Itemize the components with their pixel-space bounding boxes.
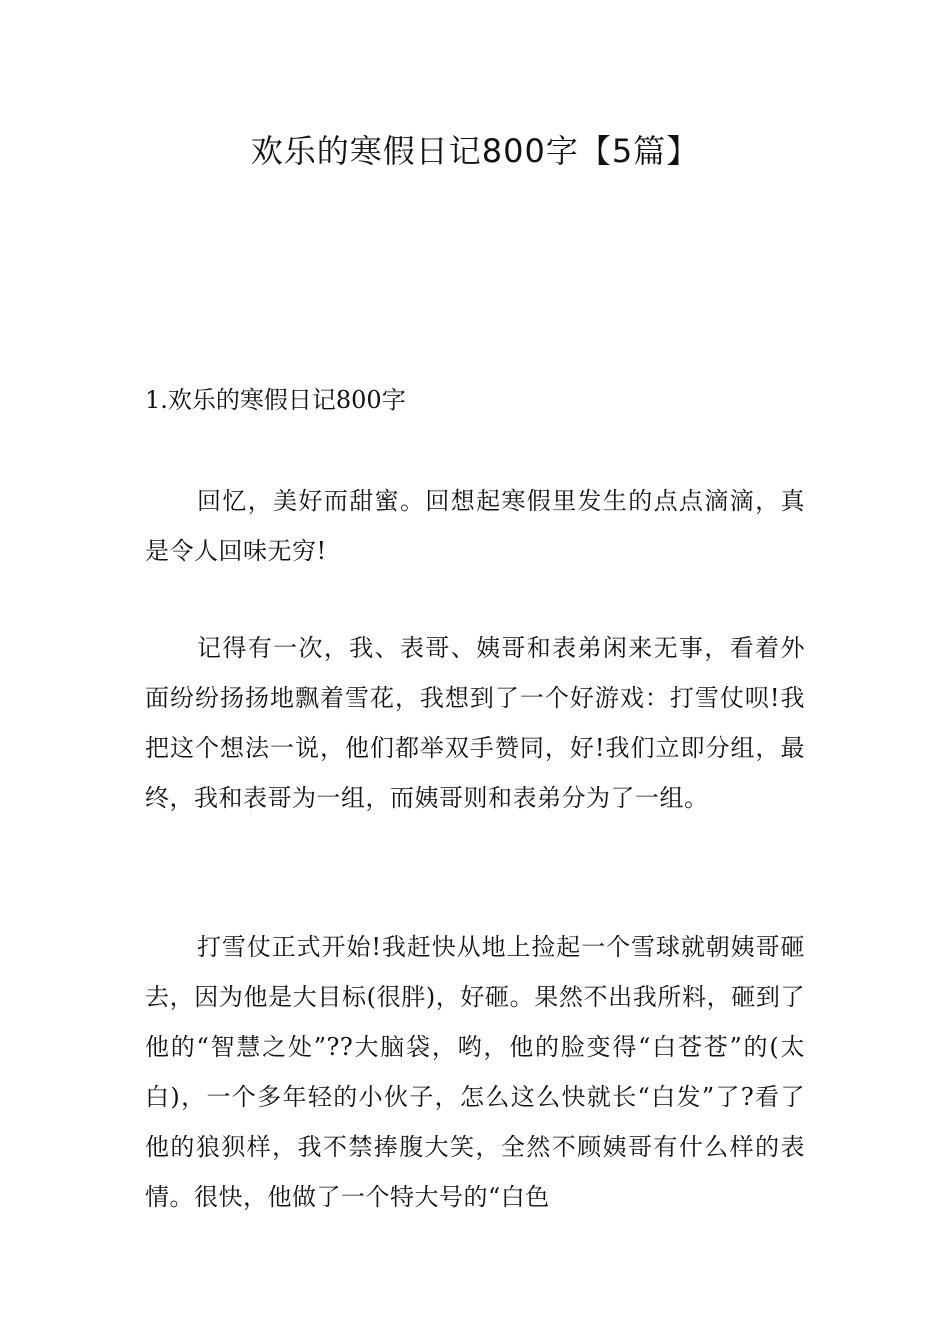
paragraph-1: 回忆，美好而甜蜜。回想起寒假里发生的点点滴滴，真是令人回味无穷! [145,487,805,565]
section-heading: 1.欢乐的寒假日记800字 [145,386,406,414]
paragraph-2: 记得有一次，我、表哥、姨哥和表弟闲来无事，看着外面纷纷扬扬地飘着雪花，我想到了一个好游戏：打雪仗呗!我把这个想法一说，他们都举双手赞同，好!我们立即分组，最终，我和表哥为一组，而姨哥则和表弟分为了一组。 [145,634,805,812]
paragraph-3: 打雪仗正式开始!我赶快从地上捡起一个雪球就朝姨哥砸去，因为他是大目标(很胖)，好砸。果然不出我所料，砸到了他的“智慧之处”??大脑袋，哟，他的脸变得“白苍苍”的(太白)，一个多年轻的小伙子，怎么这么快就长“白发”了?看了他的狼狈样，我不禁捧腹大笑，全然不顾姨哥有什么样的表情。很快，他做了一个特大号的“白色 [145,933,805,1211]
document-title: 欢乐的寒假日记800字【5篇】 [250,132,700,170]
